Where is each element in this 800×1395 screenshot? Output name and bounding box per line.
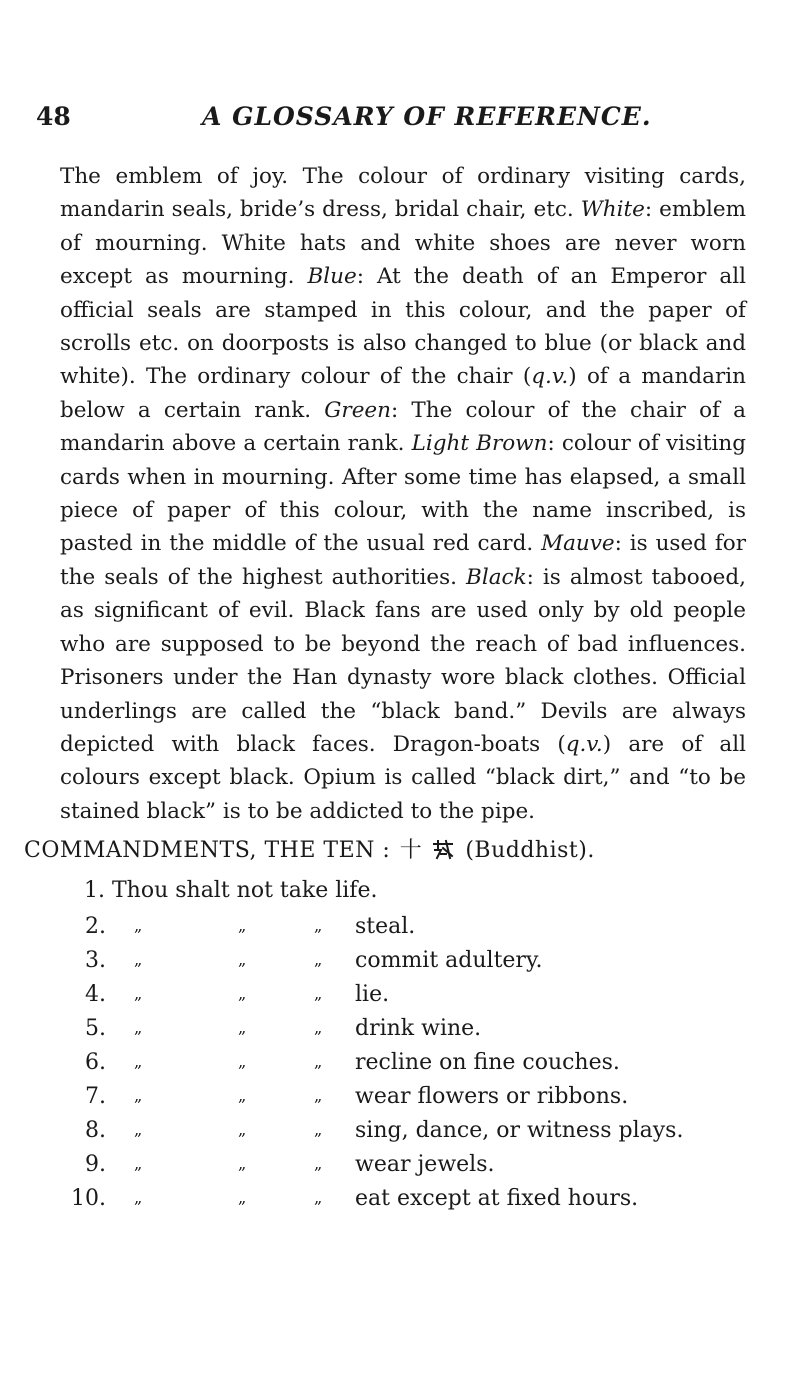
- commandment-row: [0, 1084, 800, 1118]
- ditto-mark: „: [314, 1188, 323, 1207]
- ditto-mark: „: [134, 1018, 143, 1037]
- commandment-number: 6.: [85, 1050, 106, 1075]
- ditto-mark: „: [238, 1086, 247, 1105]
- commandment-number: 3.: [85, 948, 106, 973]
- ditto-mark: „: [314, 1086, 323, 1105]
- body-text-run: : colour of visiting cards when in mourning. After some time has elapsed, a small piece of paper of this colour, with the name inscribed, is pasted in the middle of the usual red card.: [60, 431, 747, 557]
- body-text-run: The emblem of joy. The colour of ordinary visiting cards, mandarin seals, bride’s dress, bridal chair, etc.: [60, 164, 746, 223]
- colour-term-blue: Blue: [307, 264, 357, 290]
- ditto-mark: „: [134, 1188, 143, 1207]
- commandment-text: wear jewels.: [355, 1152, 495, 1177]
- commandment-number: 5.: [85, 1016, 106, 1041]
- commandment-row: [0, 948, 800, 982]
- commandment-row: [0, 1152, 800, 1186]
- chinese-ten-character: 十: [399, 838, 423, 863]
- ditto-mark: „: [314, 1018, 323, 1037]
- ditto-mark: „: [238, 1120, 247, 1139]
- commandment-text: eat except at fixed hours.: [355, 1186, 639, 1211]
- body-text-run: : is almost tabooed, as significant of evil. Black fans are used only by old people who are supposed to be beyond the reach of bad influences. Prisoners under the Han dynasty wore black clothes. Official underlings are called the “black band.” Devils are always depicted with black faces. Dragon-boats (: [60, 564, 746, 757]
- commandment-text: sing, dance, or witness plays.: [355, 1118, 684, 1143]
- commandment-row: [0, 1050, 800, 1084]
- commandment-text: steal.: [355, 914, 416, 939]
- body-text-run: : emblem of mourning. White hats and white shoes are never worn except as mourning.: [60, 197, 746, 290]
- body-text-run: ) are of all colours except black. Opium is called “black dirt,” and “to be stained black” is to be addicted to the pipe.: [60, 731, 746, 824]
- ditto-mark: „: [314, 1120, 323, 1139]
- colour-term-mauve: Mauve: [541, 531, 615, 557]
- cross-reference: q.v.: [565, 731, 603, 757]
- ditto-mark: „: [238, 916, 247, 935]
- ditto-mark: „: [134, 916, 143, 935]
- commandment-1: 1. Thou shalt not take life.: [84, 878, 378, 903]
- running-title: A GLOSSARY OF REFERENCE.: [202, 102, 652, 131]
- ditto-mark: „: [314, 984, 323, 1003]
- glossary-entry-colours: [60, 160, 746, 828]
- ditto-mark: „: [134, 1154, 143, 1173]
- commandment-number: 2.: [85, 914, 106, 939]
- ditto-mark: „: [134, 1086, 143, 1105]
- body-text-run: : is used for the seals of the highest authorities.: [60, 531, 746, 590]
- commandment-row: [0, 1118, 800, 1152]
- commandment-text: commit adultery.: [355, 948, 543, 973]
- ditto-mark: „: [134, 1052, 143, 1071]
- colour-term-black: Black: [466, 564, 527, 590]
- ditto-mark: „: [134, 984, 143, 1003]
- ditto-mark: „: [238, 950, 247, 969]
- commandment-number: 8.: [85, 1118, 106, 1143]
- ditto-mark: „: [238, 1052, 247, 1071]
- colour-term-light-brown: Light Brown: [411, 431, 548, 457]
- commandment-number: 7.: [85, 1084, 106, 1109]
- chinese-commandment-character-icon: [432, 838, 454, 860]
- commandment-text: drink wine.: [355, 1016, 482, 1041]
- ditto-mark: „: [238, 1188, 247, 1207]
- commandment-text: lie.: [355, 982, 390, 1007]
- cross-reference: q.v.: [531, 364, 569, 390]
- commandment-row: [0, 1186, 800, 1220]
- colour-term-green: Green: [324, 397, 391, 423]
- heading-title: COMMANDMENTS, THE TEN :: [24, 838, 391, 863]
- page-header: [36, 102, 760, 142]
- ditto-mark: „: [314, 950, 323, 969]
- commandment-row: [0, 914, 800, 948]
- commandment-text: wear flowers or ribbons.: [355, 1084, 629, 1109]
- commandment-row: [0, 1016, 800, 1050]
- ditto-mark: „: [314, 1052, 323, 1071]
- colour-term-white: White: [580, 197, 645, 223]
- commandment-text: recline on fine couches.: [355, 1050, 620, 1075]
- commandment-row: [0, 982, 800, 1016]
- page-number: 48: [36, 102, 71, 131]
- body-text-run: : The colour of the chair of a mandarin above a certain rank.: [60, 397, 746, 457]
- ditto-mark: „: [134, 950, 143, 969]
- commandment-number: 9.: [85, 1152, 106, 1177]
- commandment-number: 4.: [85, 982, 106, 1007]
- heading-qualifier: (Buddhist).: [465, 838, 595, 863]
- ditto-mark: „: [314, 916, 323, 935]
- commandments-heading: [24, 833, 764, 864]
- ditto-mark: „: [238, 1154, 247, 1173]
- commandment-number: 10.: [71, 1186, 106, 1211]
- body-text-run: : At the death of an Emperor all official seals are stamped in this colour, and the paper of scrolls etc. on doorposts is also changed to blue (or black and white). The ordinary colour of the chair (: [60, 264, 746, 390]
- ditto-mark: „: [238, 1018, 247, 1037]
- ditto-mark: „: [238, 984, 247, 1003]
- ditto-mark: „: [134, 1120, 143, 1139]
- body-text-run: ) of a mandarin below a certain rank.: [60, 364, 746, 423]
- ditto-mark: „: [314, 1154, 323, 1173]
